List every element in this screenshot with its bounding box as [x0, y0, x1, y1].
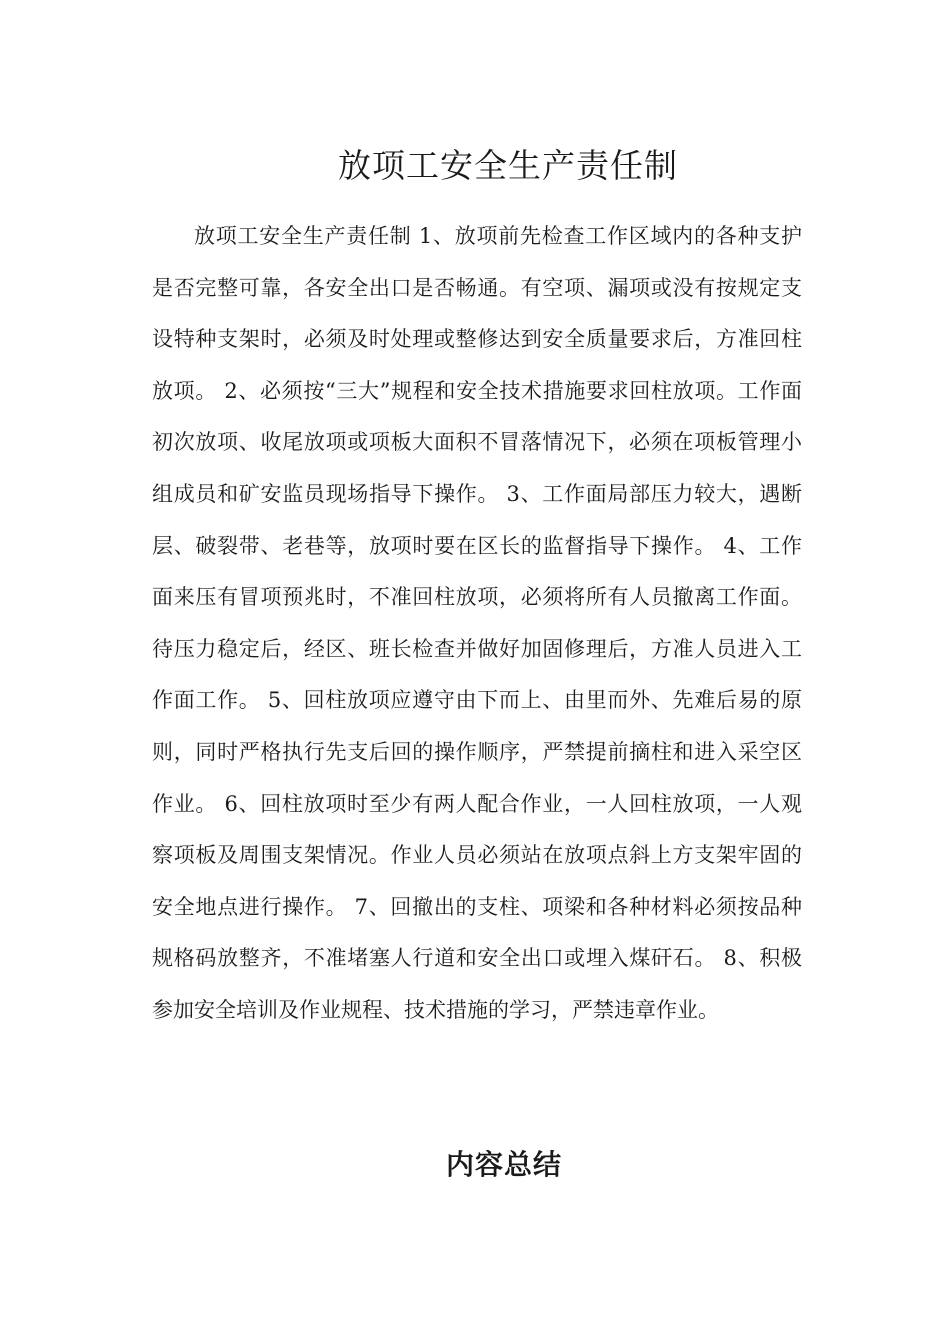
- summary-heading: 内容总结: [445, 1148, 562, 1182]
- document-body: 放项工安全生产责任制 1、放项前先检查工作区域内的各种支护是否完整可靠，各安全出口是否畅通。有空项、漏项或没有按规定支设特种支架时，必须及时处理或整修达到安全质量要求后，方准回柱放项。 2、必须按“三大”规程和安全技术措施要求回柱放项。工作面初次放项、收尾放项或项板大面积不冒落情况下，必须在项板管理小组成员和矿安监员现场指导下操作。 3、工作面局部压力较大，遇断层、破裂带、老巷等，放项时要在区长的监督指导下操作。 4、工作面来压有冒项预兆时，不准回柱放项，必须将所有人员撤离工作面。待压力稳定后，经区、班长检查并做好加固修理后，方准人员进入工作面工作。 5、回柱放项应遵守由下而上、由里而外、先难后易的原则，同时严格执行先支后回的操作顺序，严禁提前摘柱和进入采空区作业。 6、回柱放项时至少有两人配合作业，一人回柱放项，一人观察项板及周围支架情况。作业人员必须站在放项点斜上方支架牢固的安全地点进行操作。 7、回撤出的支柱、项梁和各种材料必须按品种规格码放整齐，不准堵塞人行道和安全出口或埋入煤矸石。 8、积极参加安全培训及作业规程、技术措施的学习，严禁违章作业。: [152, 224, 802, 1022]
- document-title: 放项工安全生产责任制: [338, 146, 678, 186]
